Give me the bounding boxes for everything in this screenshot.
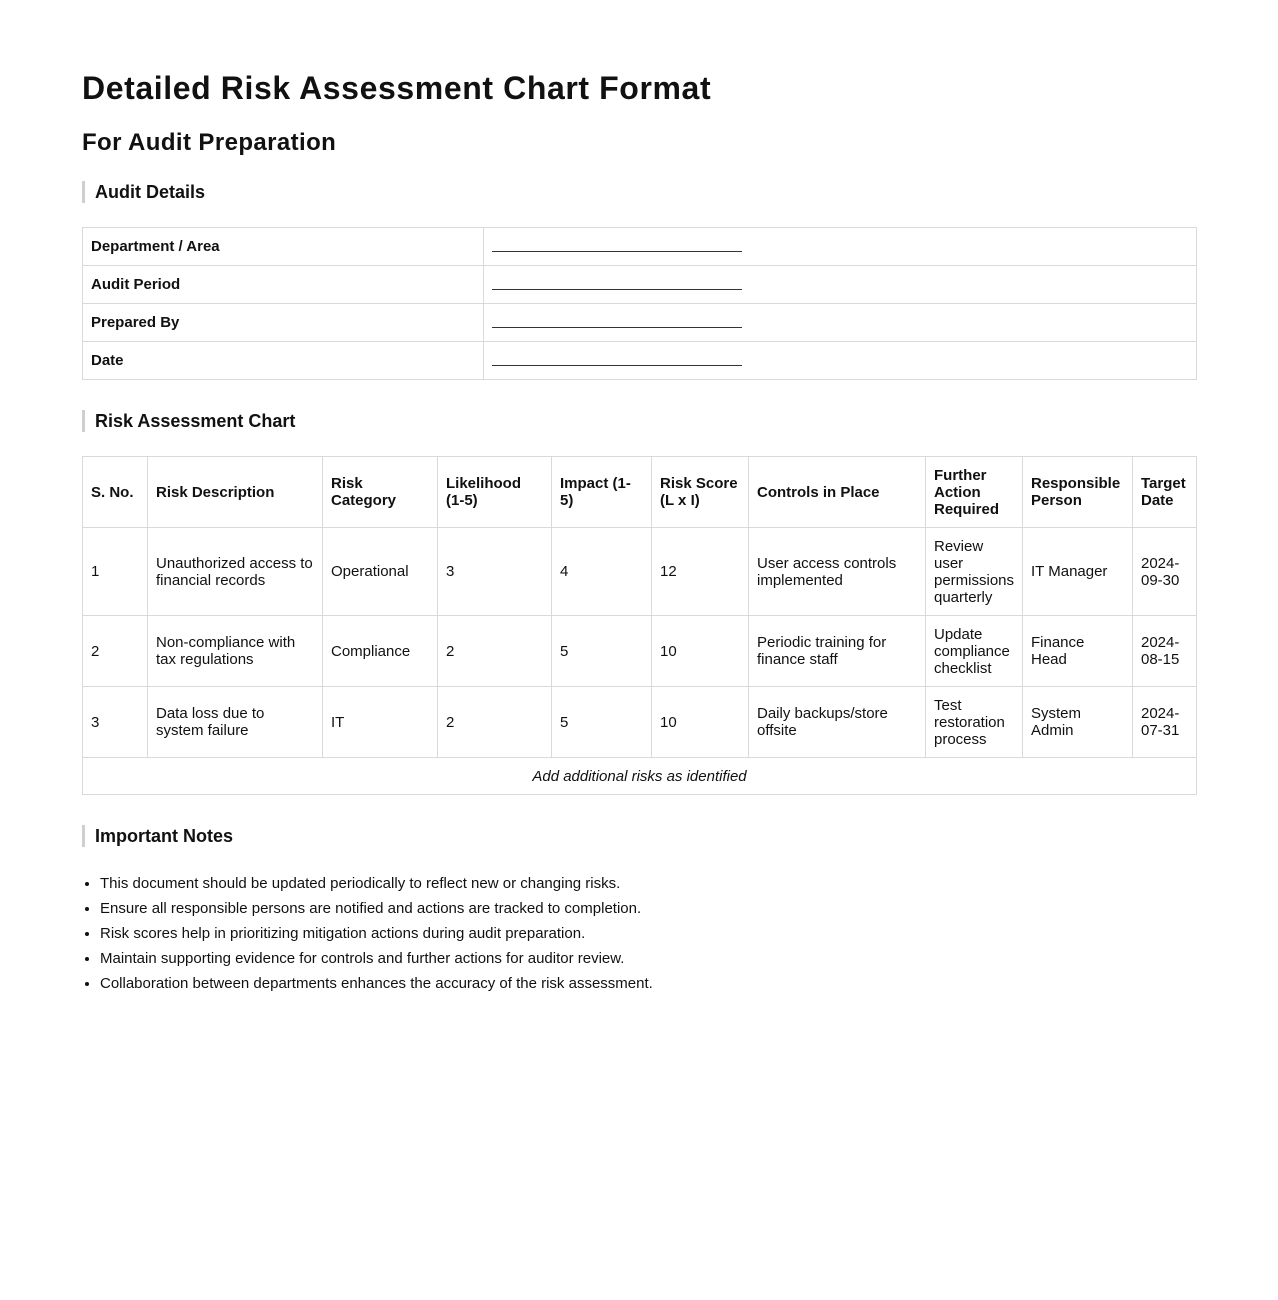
table-cell: Finance Head	[1023, 616, 1133, 687]
table-cell: Unauthorized access to financial records	[148, 528, 323, 616]
table-cell: 2024-09-30	[1133, 528, 1197, 616]
table-cell: Data loss due to system failure	[148, 687, 323, 758]
table-cell: 10	[652, 616, 749, 687]
table-footer-row	[83, 758, 1197, 795]
risk-chart-heading: Risk Assessment Chart	[82, 410, 1196, 432]
column-header: Impact (1-5)	[552, 457, 652, 528]
audit-detail-label: Date	[83, 342, 484, 380]
notes-list	[82, 871, 1196, 996]
table-cell: Review user permissions quarterly	[926, 528, 1023, 616]
table-cell: 5	[552, 616, 652, 687]
audit-detail-label: Department / Area	[83, 228, 484, 266]
column-header: Likelihood (1-5)	[438, 457, 552, 528]
blank-fill-line	[492, 241, 742, 252]
audit-details-heading: Audit Details	[82, 181, 1196, 203]
table-row	[83, 687, 1197, 758]
blank-fill-line	[492, 355, 742, 366]
list-item: • Maintain supporting evidence for controls and further actions for auditor review.	[100, 946, 1196, 971]
table-row	[83, 528, 1197, 616]
column-header: Risk Description	[148, 457, 323, 528]
table-cell: IT Manager	[1023, 528, 1133, 616]
page-title: Detailed Risk Assessment Chart Format	[82, 70, 712, 106]
table-cell: Update compliance checklist	[926, 616, 1023, 687]
list-item: • Ensure all responsible persons are notified and actions are tracked to completion.	[100, 896, 1196, 921]
table-cell: 3	[438, 528, 552, 616]
table-cell: Non-compliance with tax regulations	[148, 616, 323, 687]
table-header-row	[83, 457, 1197, 528]
audit-detail-label: Audit Period	[83, 266, 484, 304]
column-header: Target Date	[1133, 457, 1197, 528]
column-header: Risk Score (L x I)	[652, 457, 749, 528]
column-header: Risk Category	[323, 457, 438, 528]
table-row	[83, 616, 1197, 687]
column-header: S. No.	[83, 457, 148, 528]
table-cell: 5	[552, 687, 652, 758]
audit-detail-label: Prepared By	[83, 304, 484, 342]
audit-detail-value-field[interactable]	[484, 228, 1197, 266]
additional-risks-note: Add additional risks as identified	[83, 758, 1197, 795]
table-cell: IT	[323, 687, 438, 758]
risk-assessment-table	[82, 456, 1197, 795]
audit-detail-row-department	[83, 228, 1197, 266]
table-cell: 2	[83, 616, 148, 687]
table-cell: 10	[652, 687, 749, 758]
table-cell: Test restoration process	[926, 687, 1023, 758]
table-cell: 2	[438, 687, 552, 758]
table-cell: 2024-08-15	[1133, 616, 1197, 687]
table-cell: 4	[552, 528, 652, 616]
audit-detail-value-field[interactable]	[484, 304, 1197, 342]
list-item: • Collaboration between departments enhances the accuracy of the risk assessment.	[100, 971, 1196, 996]
column-header: Further Action Required	[926, 457, 1023, 528]
audit-detail-row-period	[83, 266, 1197, 304]
audit-detail-value-field[interactable]	[484, 342, 1197, 380]
page-subtitle: For Audit Preparation	[82, 129, 337, 156]
audit-details-table	[82, 227, 1197, 380]
list-item: • Risk scores help in prioritizing mitigation actions during audit preparation.	[100, 921, 1196, 946]
table-cell: 2024-07-31	[1133, 687, 1197, 758]
audit-detail-row-prepared-by	[83, 304, 1197, 342]
table-cell: 3	[83, 687, 148, 758]
audit-detail-value-field[interactable]	[484, 266, 1197, 304]
table-cell: Operational	[323, 528, 438, 616]
table-cell: Periodic training for finance staff	[749, 616, 926, 687]
column-header: Controls in Place	[749, 457, 926, 528]
column-header: Responsible Person	[1023, 457, 1133, 528]
table-cell: 12	[652, 528, 749, 616]
audit-detail-row-date	[83, 342, 1197, 380]
table-cell: System Admin	[1023, 687, 1133, 758]
table-cell: Daily backups/store offsite	[749, 687, 926, 758]
blank-fill-line	[492, 279, 742, 290]
blank-fill-line	[492, 317, 742, 328]
table-cell: 2	[438, 616, 552, 687]
important-notes-heading: Important Notes	[82, 825, 1196, 847]
table-cell: Compliance	[323, 616, 438, 687]
list-item: • This document should be updated periodically to reflect new or changing risks.	[100, 871, 1196, 896]
table-cell: 1	[83, 528, 148, 616]
table-cell: User access controls implemented	[749, 528, 926, 616]
